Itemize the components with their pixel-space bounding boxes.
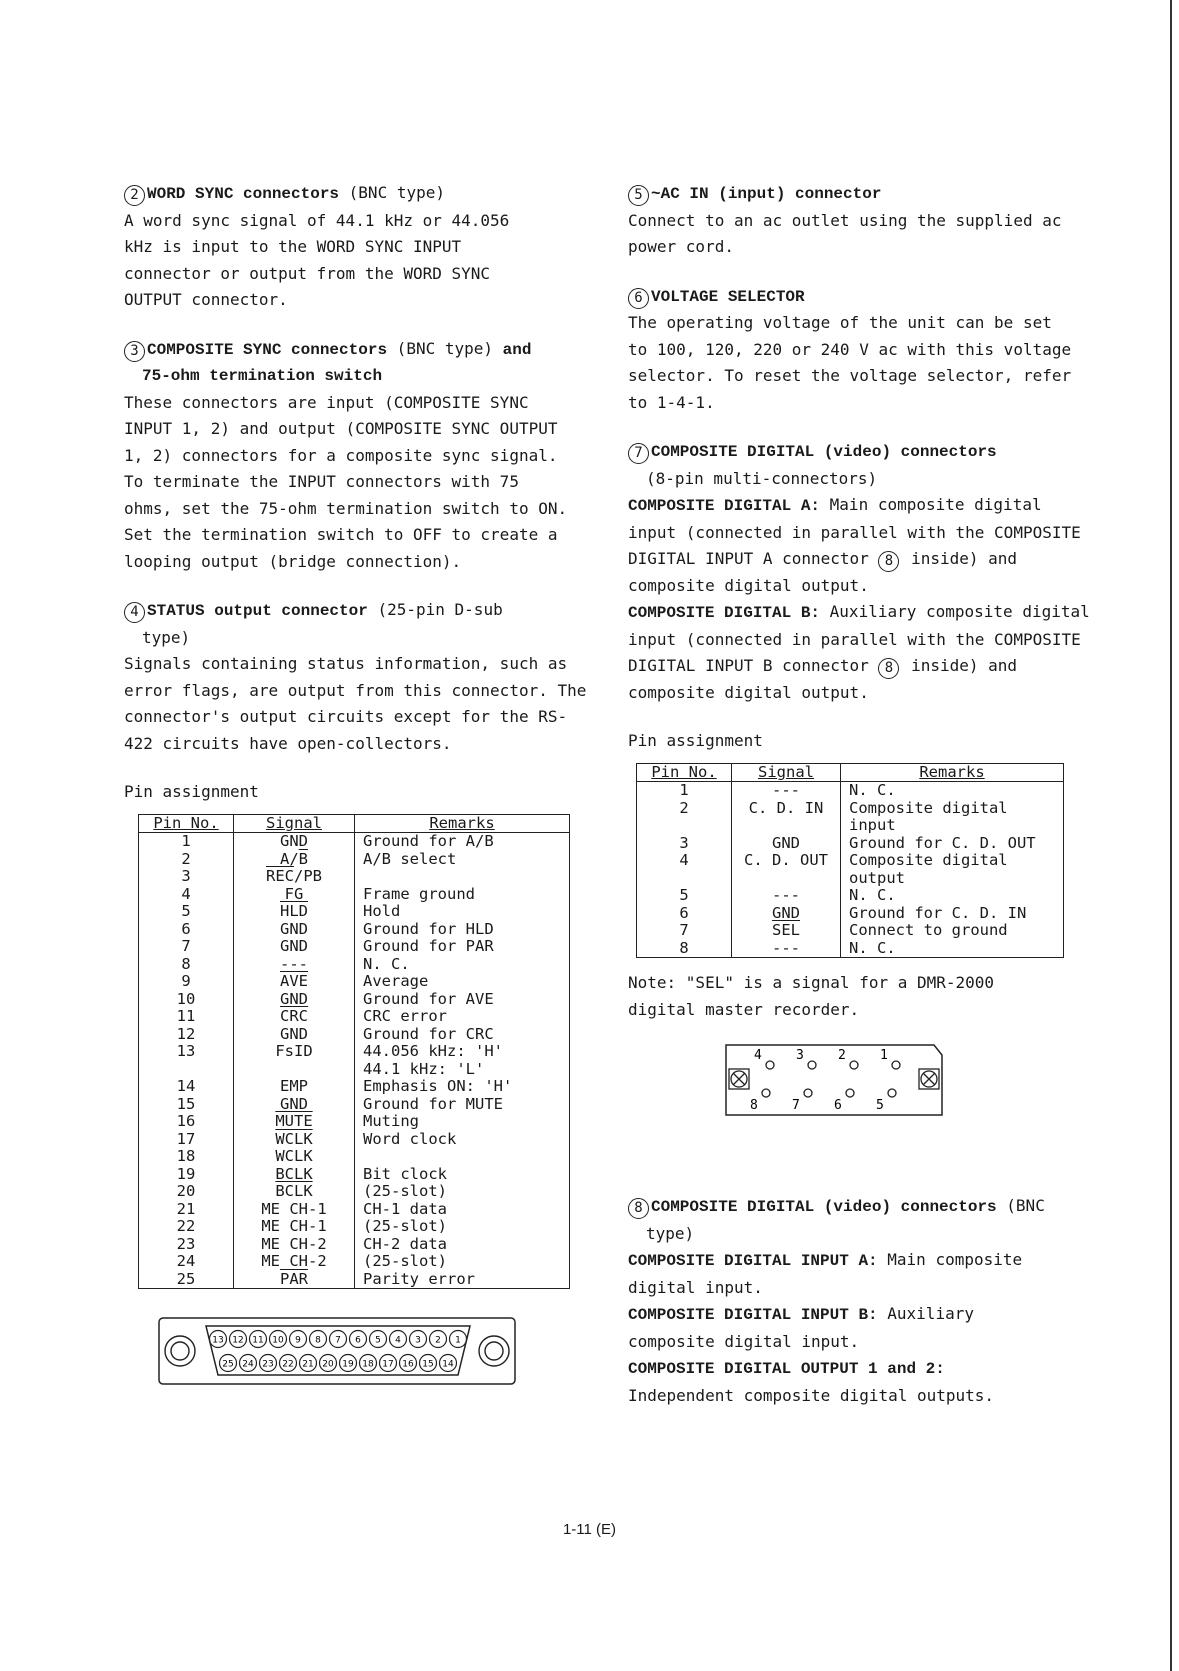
connector-pin — [360, 1355, 377, 1372]
cell-pin-no: 22 — [139, 1218, 234, 1236]
cell-pin-no: 1 — [637, 782, 732, 800]
section-heading-and: and — [502, 340, 532, 359]
table-row — [139, 921, 570, 939]
table-row — [139, 903, 570, 921]
pin-number: 17 — [382, 1359, 394, 1370]
cell-signal: ME CH-1 — [234, 1218, 355, 1236]
table-row — [139, 1201, 570, 1219]
connector-pin — [240, 1355, 257, 1372]
section-heading: COMPOSITE SYNC connectors — [147, 340, 388, 359]
section-body: The operating voltage of the unit can be set to 100, 120, 220 or 240 V ac with this voltage selector. To reset the voltage selector, refer to 1-4-1. — [628, 313, 1072, 412]
left-column — [124, 180, 594, 1387]
cell-signal: --- — [732, 940, 841, 958]
table-row — [637, 800, 1064, 835]
table-row — [139, 1026, 570, 1044]
cell-pin-no: 24 — [139, 1253, 234, 1271]
cell-signal: --- — [732, 782, 841, 800]
section-heading-line2: type) — [142, 627, 191, 647]
term-digital-b: COMPOSITE DIGITAL B: — [628, 604, 821, 622]
table-row — [139, 1253, 570, 1271]
section-body: Signals containing status information, such as error flags, are output from this connector. The connector's output circuits except for the RS-422 circuits have open-collectors. — [124, 654, 587, 753]
pin-number: 4 — [395, 1335, 401, 1346]
paragraph-output — [628, 1355, 1068, 1409]
connector-pin — [880, 1048, 900, 1069]
connector-pin — [210, 1331, 227, 1348]
item-number: 7 — [628, 443, 649, 464]
pin-number: 14 — [442, 1359, 454, 1370]
pin-number: 21 — [302, 1359, 314, 1370]
cell-remarks: Emphasis ON: 'H' — [363, 1077, 513, 1095]
connector-pin — [300, 1355, 317, 1372]
cell-pin-no: 8 — [637, 940, 732, 958]
cell-pin-no: 9 — [139, 973, 234, 991]
connector-pin — [380, 1355, 397, 1372]
connector-pin — [370, 1331, 387, 1348]
section-composite-digital-8pin — [628, 438, 1108, 706]
cell-signal: C. D. IN — [732, 800, 841, 835]
section-heading-rest: (BNC type) — [339, 183, 445, 202]
cell-pin-no: 8 — [139, 956, 234, 974]
paragraph-input-a — [628, 1247, 1068, 1301]
text-digital-a: Main composite digital input (connected in parallel with the COMPOSITE DIGITAL INPUT A connector — [628, 495, 1081, 568]
cell-signal: EMP — [234, 1078, 355, 1096]
pin-number: 3 — [796, 1048, 804, 1063]
pin-number: 11 — [252, 1335, 264, 1346]
connector-pin — [430, 1331, 447, 1348]
cell-signal: GND — [732, 905, 841, 923]
cell-pin-no: 6 — [637, 905, 732, 923]
item-number: 8 — [878, 658, 899, 679]
mounting-screw-icon — [479, 1336, 509, 1366]
connector-pin — [230, 1331, 247, 1348]
col-header-signal: Signal — [234, 814, 355, 833]
pin-number: 7 — [792, 1098, 800, 1113]
cell-remarks: 44.056 kHz: 'H' — [363, 1042, 503, 1060]
cell-remarks: N. C. — [849, 886, 896, 904]
col-header-signal: Signal — [732, 763, 841, 782]
mounting-screw-icon — [919, 1069, 939, 1089]
cell-pin-no: 11 — [139, 1008, 234, 1026]
connector-pin — [280, 1355, 297, 1372]
status-pin-table — [138, 814, 570, 1290]
section-heading-rest: (BNC — [996, 1196, 1045, 1215]
cell-pin-no: 6 — [139, 921, 234, 939]
item-number: 2 — [124, 185, 145, 206]
table-row — [139, 1236, 570, 1254]
connector-pin — [754, 1048, 774, 1069]
pin-number: 7 — [335, 1335, 341, 1346]
pin-number: 10 — [272, 1335, 284, 1346]
section-composite-digital-bnc — [628, 1193, 1108, 1409]
connector-pin — [796, 1048, 816, 1069]
pin-number: 25 — [222, 1359, 234, 1370]
connector-pin — [310, 1331, 327, 1348]
right-column — [628, 180, 1108, 1431]
table-row — [637, 905, 1064, 923]
table-row — [637, 940, 1064, 958]
cell-signal: --- — [234, 956, 355, 974]
cell-pin-no: 7 — [637, 922, 732, 940]
pin-number: 3 — [415, 1335, 421, 1346]
col-header-remarks: Remarks — [355, 814, 570, 833]
pin-number: 2 — [838, 1048, 846, 1063]
section-composite-sync — [124, 336, 594, 576]
cell-remarks: Ground for AVE — [363, 989, 494, 1008]
section-heading: STATUS output connector — [147, 602, 368, 620]
cell-remarks: (25-slot) — [363, 1217, 447, 1235]
table-row — [139, 1218, 570, 1236]
table-row — [139, 938, 570, 956]
term-output: COMPOSITE DIGITAL OUTPUT 1 and 2: — [628, 1360, 945, 1378]
cell-remarks: CH-2 data — [363, 1234, 447, 1253]
sel-note: Note: "SEL" is a signal for a DMR-2000 digital master recorder. — [628, 973, 995, 1019]
cell-signal: BCLK — [234, 1166, 355, 1184]
connector-pin — [270, 1331, 287, 1348]
cell-pin-no: 5 — [139, 903, 234, 921]
cell-pin-no: 3 — [139, 868, 234, 886]
page-number: 1-11 (E) — [562, 1521, 617, 1538]
cell-pin-no — [139, 1061, 234, 1079]
table-row — [139, 1043, 570, 1061]
cell-remarks: 44.1 kHz: 'L' — [363, 1059, 485, 1078]
cell-remarks: Average — [363, 972, 429, 990]
pin-number: 24 — [242, 1359, 254, 1370]
table-row — [139, 833, 570, 851]
section-heading: VOLTAGE SELECTOR — [651, 287, 805, 306]
col-header-pin: Pin No. — [637, 763, 732, 782]
pin-number: 4 — [754, 1048, 762, 1063]
cell-pin-no: 14 — [139, 1078, 234, 1096]
paragraph-input-b — [628, 1301, 1068, 1355]
cell-signal: ME CH-1 — [234, 1201, 355, 1219]
table-row — [637, 835, 1064, 853]
pin-number: 5 — [375, 1335, 381, 1346]
item-number: 6 — [628, 288, 649, 309]
cell-remarks: Ground for C. D. IN — [849, 903, 1027, 922]
cell-signal: GND — [234, 921, 355, 939]
connector-pin — [330, 1331, 347, 1348]
cell-pin-no: 17 — [139, 1131, 234, 1149]
cell-pin-no: 7 — [139, 938, 234, 956]
cell-signal — [234, 1061, 355, 1079]
cell-signal: GND — [234, 1026, 355, 1044]
table-row — [637, 922, 1064, 940]
section-heading: WORD SYNC connectors — [147, 185, 340, 203]
cell-remarks: (25-slot) — [363, 1182, 447, 1200]
section-heading-rest: (BNC type) — [387, 338, 503, 358]
connector-pin — [320, 1355, 337, 1372]
pin-number: 8 — [315, 1335, 321, 1346]
pin-number: 5 — [876, 1098, 884, 1113]
connector-pin — [290, 1331, 307, 1348]
cell-pin-no: 23 — [139, 1236, 234, 1254]
term-input-a: COMPOSITE DIGITAL INPUT A: — [628, 1252, 878, 1270]
section-heading: COMPOSITE DIGITAL (video) connectors — [651, 443, 997, 461]
pin-number: 9 — [295, 1335, 301, 1346]
connector-pin — [838, 1048, 858, 1069]
table-row — [637, 852, 1064, 887]
text-input-b: Auxiliary composite digital input. — [628, 1304, 974, 1351]
mounting-screw-icon — [165, 1336, 195, 1366]
cell-pin-no: 20 — [139, 1183, 234, 1201]
cell-remarks — [355, 868, 570, 886]
cell-remarks: N. C. — [849, 938, 896, 957]
pin-number: 12 — [232, 1335, 244, 1346]
cell-remarks: Composite digital output — [849, 851, 1008, 887]
item-number: 5 — [628, 185, 649, 206]
text-output: Independent composite digital outputs. — [628, 1385, 995, 1405]
cell-remarks: Ground for CRC — [363, 1024, 494, 1043]
section-heading-line2: 75-ohm termination switch — [142, 367, 383, 385]
pin-number: 8 — [750, 1098, 758, 1113]
cell-remarks: N. C. — [363, 954, 410, 973]
cell-pin-no: 16 — [139, 1113, 234, 1131]
paragraph-digital-b — [628, 599, 1098, 706]
cell-remarks: Ground for MUTE — [363, 1094, 503, 1113]
term-digital-a: COMPOSITE DIGITAL A: — [628, 497, 821, 515]
table-row — [139, 973, 570, 991]
connector-pin — [260, 1355, 277, 1372]
cell-remarks: A/B select — [363, 849, 457, 868]
table-row — [139, 851, 570, 869]
cell-remarks: Muting — [363, 1112, 419, 1130]
cell-remarks: Frame ground — [363, 884, 475, 903]
cell-remarks: Connect to ground — [849, 921, 1008, 939]
table-row — [139, 1113, 570, 1131]
connector-pin — [340, 1355, 357, 1372]
cell-pin-no: 5 — [637, 887, 732, 905]
term-input-b: COMPOSITE DIGITAL INPUT B: — [628, 1306, 878, 1324]
section-heading: COMPOSITE DIGITAL (video) connectors — [651, 1198, 997, 1216]
table-row — [139, 1061, 570, 1079]
connector-pin — [350, 1331, 367, 1348]
section-voltage-selector — [628, 283, 1108, 417]
section-heading: ~AC IN (input) connector — [651, 185, 882, 203]
cell-pin-no: 13 — [139, 1043, 234, 1061]
table-row — [139, 1078, 570, 1096]
cell-signal: MUTE — [234, 1113, 355, 1131]
connector-pin — [876, 1089, 896, 1113]
pin-number: 13 — [212, 1335, 224, 1346]
cell-signal: $\overline{CRC}$ — [234, 1008, 355, 1026]
pin-number: 6 — [834, 1098, 842, 1113]
cell-pin-no: 3 — [637, 835, 732, 853]
pin-number: 20 — [322, 1359, 334, 1370]
dsub-25-connector-diagram — [158, 1317, 518, 1387]
cell-signal: $\overline{PAR}$ — [234, 1271, 355, 1289]
cell-pin-no: 25 — [139, 1271, 234, 1289]
table-row — [139, 956, 570, 974]
table-row — [139, 1096, 570, 1114]
cell-signal: C. D. OUT — [732, 852, 841, 887]
table-row — [139, 868, 570, 886]
cell-pin-no: 12 — [139, 1026, 234, 1044]
table-row — [637, 887, 1064, 905]
pin-number: 23 — [262, 1359, 274, 1370]
cell-pin-no: 4 — [139, 886, 234, 904]
connector-pin — [440, 1355, 457, 1372]
8pin-connector-diagram — [724, 1043, 944, 1123]
cell-signal: WCLK — [234, 1131, 355, 1149]
pin-number: 6 — [355, 1335, 361, 1346]
cell-remarks: Ground for A/B — [363, 832, 494, 850]
cell-remarks: Hold — [363, 902, 401, 920]
cell-signal: GND — [732, 835, 841, 853]
cell-remarks: N. C. — [849, 781, 896, 799]
pin-number: 2 — [435, 1335, 441, 1346]
cell-pin-no: 2 — [637, 800, 732, 835]
connector-pin — [792, 1089, 812, 1113]
table-row — [637, 782, 1064, 800]
connector-pin — [390, 1331, 407, 1348]
text-digital-b-end: inside) and composite digital output. — [628, 656, 1018, 702]
cell-remarks: (25-slot) — [363, 1252, 447, 1270]
cell-pin-no: 15 — [139, 1096, 234, 1114]
item-number: 4 — [124, 602, 145, 623]
cell-remarks: Parity error — [363, 1269, 475, 1288]
cell-pin-no: 10 — [139, 991, 234, 1009]
section-ac-in — [628, 180, 1108, 261]
pin-number: 19 — [342, 1359, 354, 1370]
cell-pin-no: 21 — [139, 1201, 234, 1219]
pin-assignment-label: Pin assignment — [628, 731, 763, 750]
table-row — [139, 1183, 570, 1201]
table-row — [139, 1271, 570, 1289]
pin-number: 1 — [455, 1335, 461, 1346]
connector-pin — [420, 1355, 437, 1372]
cell-remarks: Composite digital input — [849, 798, 1008, 834]
cell-remarks: Ground for PAR — [363, 937, 494, 955]
cell-signal: $\overline{SEL}$ — [732, 922, 841, 940]
section-heading-line2: (8-pin multi-connectors) — [646, 468, 878, 488]
connector-pin — [400, 1355, 417, 1372]
cell-pin-no: 19 — [139, 1166, 234, 1184]
composite-pin-table — [636, 763, 1064, 959]
table-row — [139, 886, 570, 904]
pin-number: 16 — [402, 1359, 414, 1370]
cell-signal: $\overline{HLD}$ — [234, 903, 355, 921]
cell-signal: GND — [234, 1096, 355, 1114]
cell-remarks — [355, 1148, 570, 1166]
cell-pin-no: 1 — [139, 833, 234, 851]
connector-pin — [450, 1331, 467, 1348]
text-digital-a-end: inside) and composite digital output. — [628, 549, 1018, 595]
section-status — [124, 597, 594, 757]
cell-signal: GND — [234, 991, 355, 1009]
connector-pin — [750, 1089, 770, 1113]
pin-number: 1 — [880, 1048, 888, 1063]
cell-pin-no: 2 — [139, 851, 234, 869]
cell-signal: WCLK — [234, 1148, 355, 1166]
cell-signal: $A/\overline{B}$ — [234, 851, 355, 869]
item-number: 8 — [628, 1198, 649, 1219]
cell-remarks: Word clock — [363, 1129, 457, 1148]
table-row — [139, 1008, 570, 1026]
item-number: 3 — [124, 341, 145, 362]
table-row — [139, 991, 570, 1009]
cell-remarks: Bit clock — [363, 1164, 447, 1183]
section-body: Connect to an ac outlet using the supplied ac power cord. — [628, 210, 1062, 256]
item-number: 8 — [878, 551, 899, 572]
cell-signal: BCLK — [234, 1183, 355, 1201]
cell-remarks: CH-1 data — [363, 1199, 447, 1218]
section-body: A word sync signal of 44.1 kHz or 44.056 kHz is input to the WORD SYNC INPUT connector or output from the WORD SYNC OUTPUT connector. — [124, 210, 510, 309]
cell-remarks: CRC error — [363, 1007, 447, 1025]
cell-signal: $\overline{REC}/PB$ — [234, 868, 355, 886]
cell-remarks: Ground for HLD — [363, 919, 494, 938]
cell-remarks: Ground for C. D. OUT — [849, 833, 1036, 852]
pin-assignment-label: Pin assignment — [124, 782, 259, 801]
cell-signal: GND — [234, 833, 355, 851]
table-row — [139, 1148, 570, 1166]
section-body: These connectors are input (COMPOSITE SYNC INPUT 1, 2) and output (COMPOSITE SYNC OUTPUT 1, 2) connectors for a composite sync signal. To terminate the INPUT connectors with 75 ohms, set the 75-ohm termination switch to ON. Set the termination switch to OFF to create a looping output (bridge connection). — [124, 392, 568, 571]
cell-signal: FsID — [234, 1043, 355, 1061]
mounting-screw-icon — [729, 1069, 749, 1089]
table-row — [139, 1166, 570, 1184]
text-digital-b: Auxiliary composite digital input (connected in parallel with the COMPOSITE DIGITAL INPUT B connector — [628, 602, 1090, 675]
cell-signal: ME CH-2 — [234, 1236, 355, 1254]
paragraph-digital-a — [628, 492, 1098, 599]
page-edge-rule — [1170, 0, 1172, 1671]
cell-signal: GND — [234, 938, 355, 956]
connector-pin — [220, 1355, 237, 1372]
cell-signal: --- — [732, 887, 841, 905]
connector-pin — [410, 1331, 427, 1348]
cell-pin-no: 4 — [637, 852, 732, 887]
cell-signal: ME CH-2 — [234, 1253, 355, 1271]
section-heading-rest: (25-pin D-sub — [367, 600, 503, 619]
pin-number: 15 — [422, 1359, 434, 1370]
connector-pin — [250, 1331, 267, 1348]
pin-number: 22 — [282, 1359, 294, 1370]
cell-signal: $\overline{AVE}$ — [234, 973, 355, 991]
section-heading-line2: type) — [646, 1223, 695, 1243]
table-row — [139, 1131, 570, 1149]
cell-pin-no: 18 — [139, 1148, 234, 1166]
connector-pin — [834, 1089, 854, 1113]
col-header-pin: Pin No. — [139, 814, 234, 833]
pin-number: 18 — [362, 1359, 374, 1370]
section-word-sync — [124, 180, 594, 314]
text-input-a: Main composite digital input. — [628, 1250, 1023, 1297]
cell-signal: FG — [234, 886, 355, 904]
col-header-remarks: Remarks — [841, 763, 1064, 782]
